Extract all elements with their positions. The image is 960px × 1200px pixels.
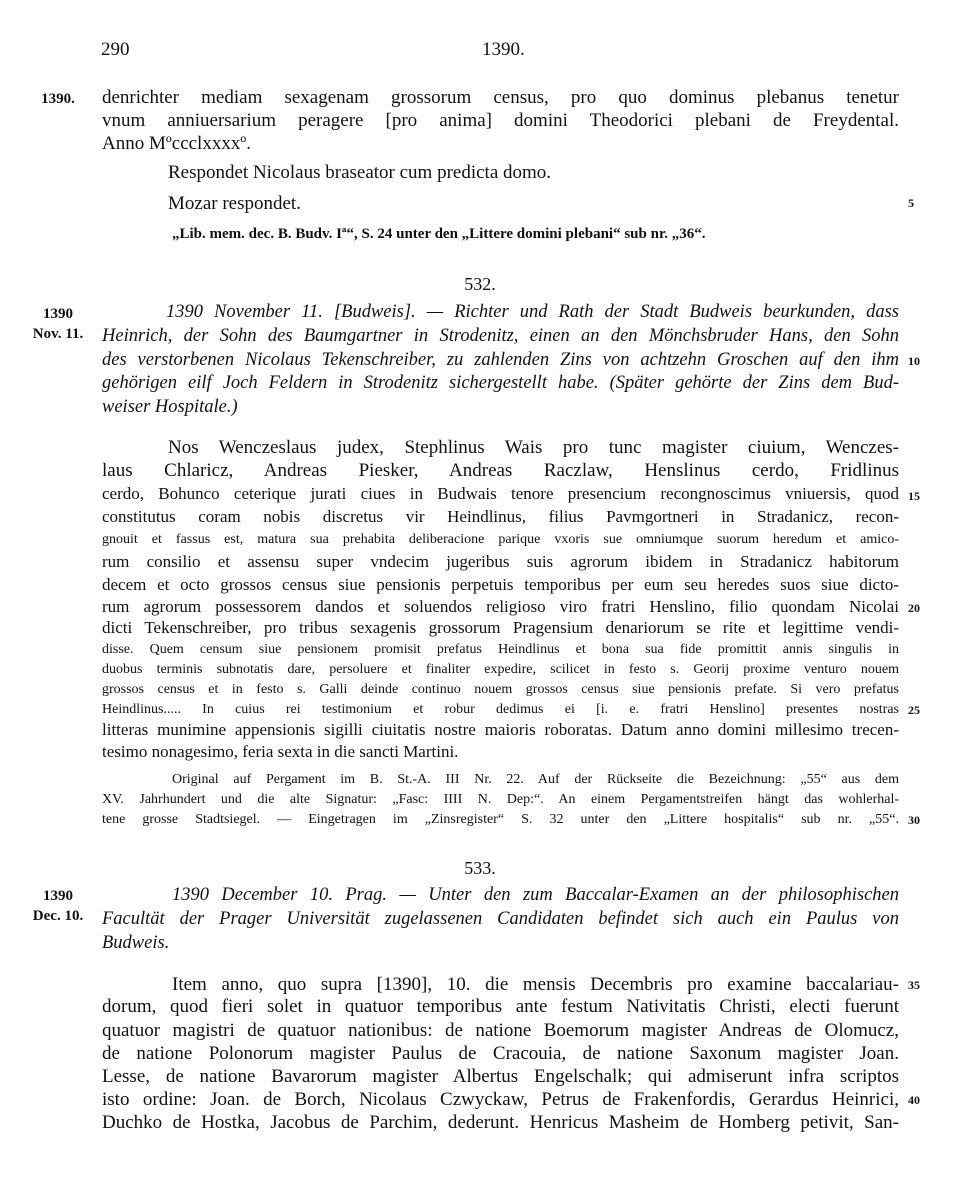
regest-line: gehörigen eilf Joch Feldern in Strodenitz sichergestellt habe. (Später gehörte der Zins dem Bud- [102,373,899,393]
chronicle-line: Item anno, quo supra [1390], 10. die mensis Decembris pro examine baccalariau- [172,974,899,995]
line-number: 30 [908,813,920,827]
charter-line: laus Chlaricz, Andreas Piesker, Andreas Raczlaw, Henslinus cerdo, Fridlinus [102,460,899,481]
charter-line: Heindlinus..... In cuius rei testimonium et robur dedimus ei [i. e. fratri Henslino] presentes nostras [102,702,899,717]
entry-number: 533. [464,858,496,878]
margin-date-day: Dec. 10. [32,908,84,924]
text-line: vnum anniuersarium peragere [pro anima] domini Theodorici plebani de Freydental. [102,110,899,131]
page-number: 290 [101,39,130,60]
charter-line: rum agrorum possessorem dandos et soluendos religioso viro fratri Henslino, filio quondam Nicolai [102,597,899,616]
charter-line: tesimo nonagesimo, feria sexta in die sancti Martini. [102,742,459,761]
text-line: denrichter mediam sexagenam grossorum census, pro quo dominus plebanus tenetur [102,87,899,108]
line-number: 40 [908,1093,920,1107]
charter-line: cerdo, Bohunco ceterique jurati ciues in Budwais tenore presencium recongnoscimus vniuersis, quod [102,484,899,503]
chronicle-line: Duchko de Hostka, Jacobus de Parchim, dederunt. Henricus Masheim de Homberg petivit, San- [102,1112,899,1133]
charter-line: gnouit et fassus est, matura sua prehabita deliberacione parique vxoris sue omniumque suorum heredum et amico- [102,532,899,547]
margin-date-year: 1390 [43,888,73,904]
line-number: 20 [908,601,920,615]
charter-line: decem et octo grossos census siue pensionis perpetuis temporibus per eum seu heredes suos siue dicto- [102,575,899,594]
line-number: 25 [908,703,920,717]
charter-line: dicti Tekenschreiber, pro tribus sexagenis grossorum Pragensium denariorum se rite et legittime vendi- [102,618,899,637]
archive-note-line: Original auf Pergament im B. St.-A. III Nr. 22. Auf der Rückseite die Bezeichnung: „55“ aus dem [172,772,899,787]
line-number: 10 [908,354,920,368]
line-number: 15 [908,489,920,503]
entry-number: 532. [464,274,496,294]
source-note: „Lib. mem. dec. B. Budv. Iª“, S. 24 unter den „Littere domini plebani“ sub nr. „36“. [172,226,706,242]
charter-line: rum consilio et assensu super vndecim jugeribus suis agrorum ibidem in Stradanicz habitorum [102,552,899,571]
regest-line: des verstorbenen Nicolaus Tekenschreiber, zu zahlenden Zins von achtzehn Groschen auf den ihm [102,350,899,370]
margin-date-year: 1390 [43,306,73,322]
chronicle-line: dorum, quod fieri solet in quatuor temporibus ante festum Nativitatis Christi, electi fuerunt [102,996,899,1017]
regest-line: Facultät der Prager Universität zugelassenen Candidaten befindet sich auch ein Paulus von [102,909,899,929]
line-number: 35 [908,978,920,992]
line-number: 5 [908,196,914,210]
archive-note-line: XV. Jahrhundert und die alte Signatur: „Fasc: IIII N. Dep:“. An einem Pergamentstreifen hängt das wohlerhal- [102,792,899,807]
charter-line: grossos census et in festo s. Galli deinde continuo nouem grossos census siue pensionis prefate. Si vero prefatus [102,682,899,697]
regest-line: weiser Hospitale.) [102,397,238,417]
charter-line: constitutus coram nobis discretus vir Heindlinus, filius Pavmgortneri in Stradanicz, recon- [102,507,899,526]
chronicle-line: isto ordine: Joan. de Borch, Nicolaus Czwyckaw, Petrus de Frakenfordis, Gerardus Heinrici, [102,1089,899,1110]
running-year: 1390. [482,39,525,60]
text-line: Anno Mºccclxxxxº. [102,133,251,154]
text-line: Respondet Nicolaus braseator cum predicta domo. [168,162,552,183]
regest-line: Heinrich, der Sohn des Baumgartner in Strodenitz, einen an den Mönchsbruder Hans, den Sohn [102,326,899,346]
charter-line: litteras munimine appensionis sigilli ciuitatis nostre maioris roboratas. Datum anno domini millesimo trecen- [102,720,899,739]
charter-line: Nos Wenczeslaus judex, Stephlinus Wais pro tunc magister ciuium, Wenczes- [168,437,899,458]
chronicle-line: Lesse, de natione Bavarorum magister Albertus Engelschalk; qui admiserunt infra scriptos [102,1066,899,1087]
chronicle-line: quatuor magistri de quatuor nationibus: de natione Boemorum magister Andreas de Olomucz, [102,1020,899,1041]
text-line: Mozar respondet. [168,193,301,214]
margin-date-day: Nov. 11. [32,326,84,342]
charter-line: disse. Quem censum siue pensionem promisit prefatus Heindlinus et bona sua fide promittit annis singulis in [102,642,899,657]
archive-note-line: tene grosse Stadtsiegel. — Eingetragen im „Zinsregister“ S. 32 unter den „Littere hospitalis“ sub nr. „55“. [102,812,899,827]
margin-date: 1390. [41,91,75,107]
regest-line: 1390 December 10. Prag. — Unter den zum Baccalar-Examen an der philosophischen [172,885,899,905]
regest-line: 1390 November 11. [Budweis]. — Richter und Rath der Stadt Budweis beurkunden, dass [166,302,899,322]
regest-line: Budweis. [102,933,170,953]
chronicle-line: de natione Polonorum magister Paulus de Cracouia, de natione Saxonum magister Joan. [102,1043,899,1064]
charter-line: duobus terminis subnotatis dare, persoluere et finaliter expedire, scilicet in festo s. Georij proxime venturo nouem [102,662,899,677]
